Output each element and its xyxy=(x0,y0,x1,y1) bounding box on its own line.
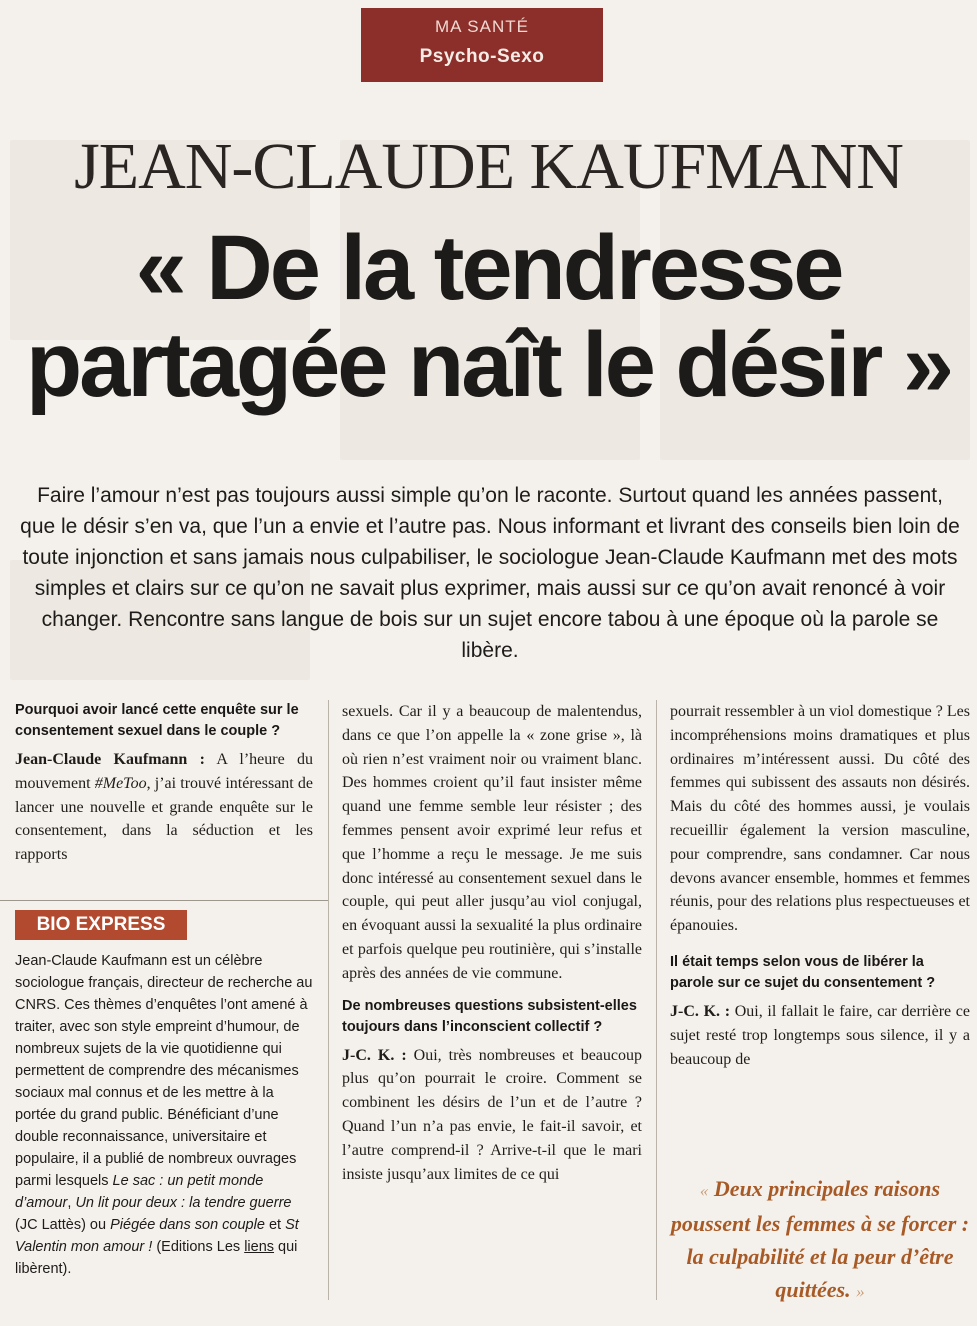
headline-line-2: partagée naît le désir » xyxy=(25,314,952,416)
article-standfirst: Faire l’amour n’est pas toujours aussi simple qu’on le raconte. Surtout quand les années passent, que le désir s’en va, que l’un a envie et l’autre pas. Nous informant et livrant des conseils bien loin de toute injonction et sans jamais nous culpabiliser, le sociologue Jean-Claude Kaufmann met des mots simples et clairs sur ce qu’on ne savait plus exprimer, mais aussi sur ce qu’on avait renoncé à voir changer. Rencontre sans langue de bois sur un sujet encore tabou à une époque où la parole se libère. xyxy=(20,484,960,662)
section-label: MA SANTÉ xyxy=(435,17,529,36)
bio-text: Jean-Claude Kaufmann est un célèbre sociologue français, directeur de recherche au CNRS. Ces thèmes d’enquêtes l’ont amené à traiter, avec son style empreint d’humour, de nombreux sujets de la vie quotidienne qui permettent de comprendre des mécanismes sociaux mal connus et de les mettre à la portée du grand public. Bénéficiant d’une double reconnaissance, universitaire et populaire, il a publié de nombreux ouvrages parmi lesquels xyxy=(15,953,313,1189)
article-headline xyxy=(0,217,977,416)
bio-text: (Editions Les xyxy=(156,1239,241,1255)
bio-text: (JC Lattès) ou xyxy=(15,1217,107,1233)
book-title: St Valentin mon amour ! xyxy=(15,1217,299,1255)
book-title: Piégée dans son couple xyxy=(110,1217,265,1233)
answer-text: sexuels. Car il y a beaucoup de malentendus, dans ce que l’on appelle la « zone grise », là où rien n’est vraiment noir ou vraiment blanc. Des hommes croient qu’il faut insister même quand une femme semble leur résister ; des femmes pensent avoir exprimé leur refus et que l’homme a reçu le message. Je me suis donc intéressé au consentement sexuel dans le couple, qui peut aller jusqu’au viol conjugal, en évoquant aussi la sexualité la plus ordinaire et parfois quelque peu routinière, qui s’installe après des années de vie commune. xyxy=(342,703,642,982)
bio-text: , xyxy=(67,1195,72,1211)
answer-text: , j’ai trouvé intéressant de lancer une nouvelle et grande enquête sur le consentement, dans la séduction et les rapports xyxy=(15,774,314,864)
bio-express-tag: BIO EXPRESS xyxy=(15,910,187,940)
answer-text: Oui, très nombreuses et beaucoup plus qu’on pourrait le croire. Comment se combinent les désirs de l’un et de l’autre ? Quand l’un n’a pas envie, le fait-il savoir, et l’autre comprend-il ? Arrive-t-il que le mari insiste jusqu’aux limites de ce qui xyxy=(342,1046,643,1183)
headline-line-1: « De la tendresse xyxy=(135,217,842,319)
pull-quote xyxy=(670,1172,970,1308)
answer-speaker: J-C. K. : xyxy=(670,1002,731,1020)
hashtag: #MeToo xyxy=(94,774,147,792)
subsection-label: Psycho-Sexo xyxy=(419,46,545,67)
interview-question: Il était temps selon vous de libérer la parole sur ce sujet du consentement ? xyxy=(670,953,936,991)
interview-answer xyxy=(670,1000,970,1071)
article-column-3 xyxy=(670,700,970,1081)
article-column-2 xyxy=(342,700,642,1196)
quote-close-mark: » xyxy=(856,1282,865,1301)
column-divider xyxy=(328,700,329,1300)
interview-question: Pourquoi avoir lancé cette enquête sur le consentement sexuel dans le couple ? xyxy=(15,702,299,739)
interview-question: De nombreuses questions subsistent-elles toujours dans l’inconscient collectif ? xyxy=(342,997,637,1035)
answer-text: A l’heure du mouvement xyxy=(15,751,313,792)
answer-speaker: Jean-Claude Kaufmann : xyxy=(15,751,205,768)
bio-text: et xyxy=(268,1217,282,1233)
bio-separator xyxy=(0,900,328,901)
answer-speaker: J-C. K. : xyxy=(342,1046,407,1064)
interview-answer xyxy=(15,748,313,867)
bio-text: qui libèrent). xyxy=(15,1239,298,1277)
article-column-1 xyxy=(15,700,313,877)
bio-text: liens xyxy=(244,1239,275,1255)
section-rubric xyxy=(361,8,603,82)
answer-text: pourrait ressembler à un viol domestique ? Les incompréhensions moins dramatiques et plus ordinaires m’intéressent aussi. Du côté des femmes qui subissent des assauts non désirés. Mais du côté des hommes aussi, je voulais recueillir également la version masculine, pour comprendre, sans condamner. Car nous devons avancer ensemble, hommes et femmes réunis, pour des relations plus respectueuses et épanouies. xyxy=(670,703,970,935)
quote-open-mark: « xyxy=(699,1181,709,1200)
answer-text: Oui, il fallait le faire, car derrière ce sujet resté trop longtemps sous silence, il y a beaucoup de xyxy=(670,1002,971,1068)
book-title: Le sac : un petit monde d’amour xyxy=(15,1173,264,1211)
interviewee-name: JEAN-CLAUDE KAUFMANN xyxy=(74,130,903,203)
book-title: Un lit pour deux : la tendre guerre xyxy=(75,1195,292,1211)
bio-express-text xyxy=(15,950,313,1280)
pull-quote-text: Deux principales raisons poussent les femmes à se forcer : la culpabilité et la peur d’être quittées. xyxy=(670,1176,970,1302)
interview-answer xyxy=(342,1044,642,1187)
column-divider xyxy=(656,700,657,1300)
